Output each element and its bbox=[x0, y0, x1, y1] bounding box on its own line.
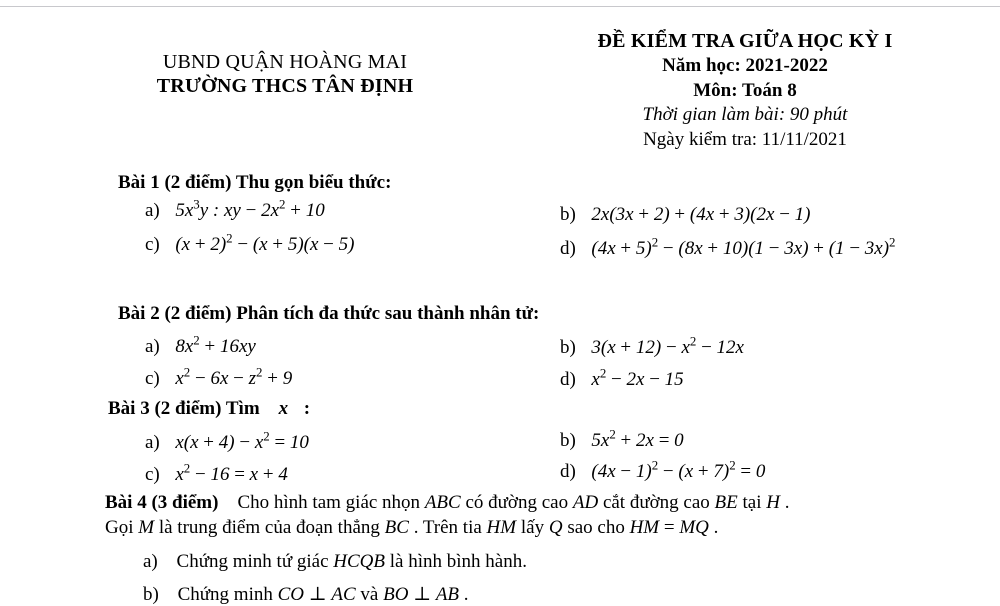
exercise-2-item-c bbox=[145, 364, 293, 390]
item-label-c: c) bbox=[145, 234, 160, 255]
exercise-3-item-b bbox=[560, 426, 684, 452]
exercise-4-paragraph-line-2-text: Gọi M là trung điểm của đoạn thẳng BC . Trên tia HM lấy Q sao cho HM = MQ . bbox=[105, 517, 719, 538]
exam-duration: Thời gian làm bài: 90 phút bbox=[642, 104, 848, 126]
exercise-4-subitem-b bbox=[143, 583, 469, 606]
exercise-1-item-b bbox=[560, 204, 811, 226]
exam-title: ĐỀ KIỂM TRA GIỮA HỌC KỲ I bbox=[597, 30, 893, 52]
item-expression-d: $(4x + 5)^2 - (8x + 10)(1 - 3x) + (1 - 3x)^2$ bbox=[591, 234, 896, 259]
item-expression-b: $3(x + 12) - x^2 - 12x$ bbox=[591, 333, 744, 358]
subitem-label-a: a) bbox=[143, 551, 158, 572]
item-label-a: a) bbox=[145, 200, 160, 221]
subitem-label-b: b) bbox=[143, 584, 159, 605]
exercise-3-item-d bbox=[560, 457, 766, 483]
item-expression-a: $5x^3y$ : xy − $2x^2 + 10$ bbox=[175, 196, 325, 221]
exercise-4-paragraph-line-2 bbox=[105, 517, 718, 539]
item-label-b: b) bbox=[560, 337, 576, 358]
item-label-d: d) bbox=[560, 461, 576, 482]
item-expression-a: $x(x + 4) - x^2 = 10$ bbox=[175, 428, 309, 453]
exam-subject: Môn: Toán 8 bbox=[693, 79, 797, 101]
item-label-b: b) bbox=[560, 430, 576, 451]
item-label-a: a) bbox=[145, 432, 160, 453]
item-expression-d: $(4x - 1)^2 - (x + 7)^2 = 0$ bbox=[591, 457, 766, 482]
exercise-4-subitem-a bbox=[143, 551, 527, 573]
exercise-4-paragraph-line-1-text: Cho hình tam giác nhọn ABC có đường cao AD cắt đường cao BE tại H . bbox=[237, 492, 790, 513]
item-expression-b: $5x^2 + 2x = 0$ bbox=[591, 426, 684, 451]
item-label-a: a) bbox=[145, 336, 160, 357]
authority-name: UBND QUẬN HOÀNG MAI bbox=[162, 51, 408, 73]
page-top-divider bbox=[0, 6, 1000, 7]
item-label-b: b) bbox=[560, 204, 576, 225]
exercise-1-item-c bbox=[145, 230, 355, 256]
exercise-3-heading bbox=[108, 398, 310, 420]
school-name: TRƯỜNG THCS TÂN ĐỊNH bbox=[156, 75, 414, 98]
exam-date: Ngày kiểm tra: 11/11/2021 bbox=[643, 129, 847, 151]
exercise-3-heading-suffix: : bbox=[303, 398, 311, 419]
item-label-c: c) bbox=[145, 368, 160, 389]
item-expression-c: $x^2 - 6x - z^2 + 9$ bbox=[175, 364, 293, 389]
exercise-4-heading-bold: Bài 4 (3 điểm) bbox=[105, 492, 219, 513]
exercise-3-item-a bbox=[145, 428, 309, 454]
exercise-1-item-a bbox=[145, 196, 325, 222]
exercise-1-heading: Bài 1 (2 điểm) Thu gọn biểu thức: bbox=[118, 172, 392, 193]
subitem-text-b: Chứng minh CO ⊥ AC và BO ⊥ AB . bbox=[177, 584, 469, 605]
exercise-2-item-a bbox=[145, 332, 256, 358]
item-expression-c: $x^2 - 16 = x + 4$ bbox=[175, 460, 288, 485]
item-expression-c: $(x + 2)^2 - (x + 5)(x - 5)$ bbox=[175, 230, 355, 255]
document-header bbox=[0, 28, 1000, 158]
exercise-4-paragraph-line-1 bbox=[105, 492, 790, 514]
item-label-c: c) bbox=[145, 464, 160, 485]
exercise-2-heading: Bài 2 (2 điểm) Phân tích đa thức sau thành nhân tử: bbox=[118, 303, 540, 324]
item-expression-b: 2x(3x + 2) + (4x + 3)(2x − 1) bbox=[591, 204, 811, 225]
header-left-block bbox=[90, 50, 480, 99]
exercise-1-item-d bbox=[560, 234, 896, 260]
item-label-d: d) bbox=[560, 238, 576, 259]
item-expression-a: $8x^2 + 16xy$ bbox=[175, 332, 256, 357]
header-right-block bbox=[510, 28, 980, 153]
item-label-d: d) bbox=[560, 369, 576, 390]
exercise-3-heading-prefix: Bài 3 (2 điểm) Tìm bbox=[108, 398, 260, 419]
item-expression-d: $x^2 - 2x - 15$ bbox=[591, 365, 684, 390]
exercise-2-item-d bbox=[560, 365, 684, 391]
school-year: Năm học: 2021-2022 bbox=[662, 55, 828, 76]
exercise-3-item-c bbox=[145, 460, 288, 486]
exercise-3-heading-variable: x bbox=[278, 398, 289, 419]
exercise-2-item-b bbox=[560, 333, 744, 359]
subitem-text-a: Chứng minh tứ giác HCQB là hình bình hành. bbox=[176, 551, 527, 572]
